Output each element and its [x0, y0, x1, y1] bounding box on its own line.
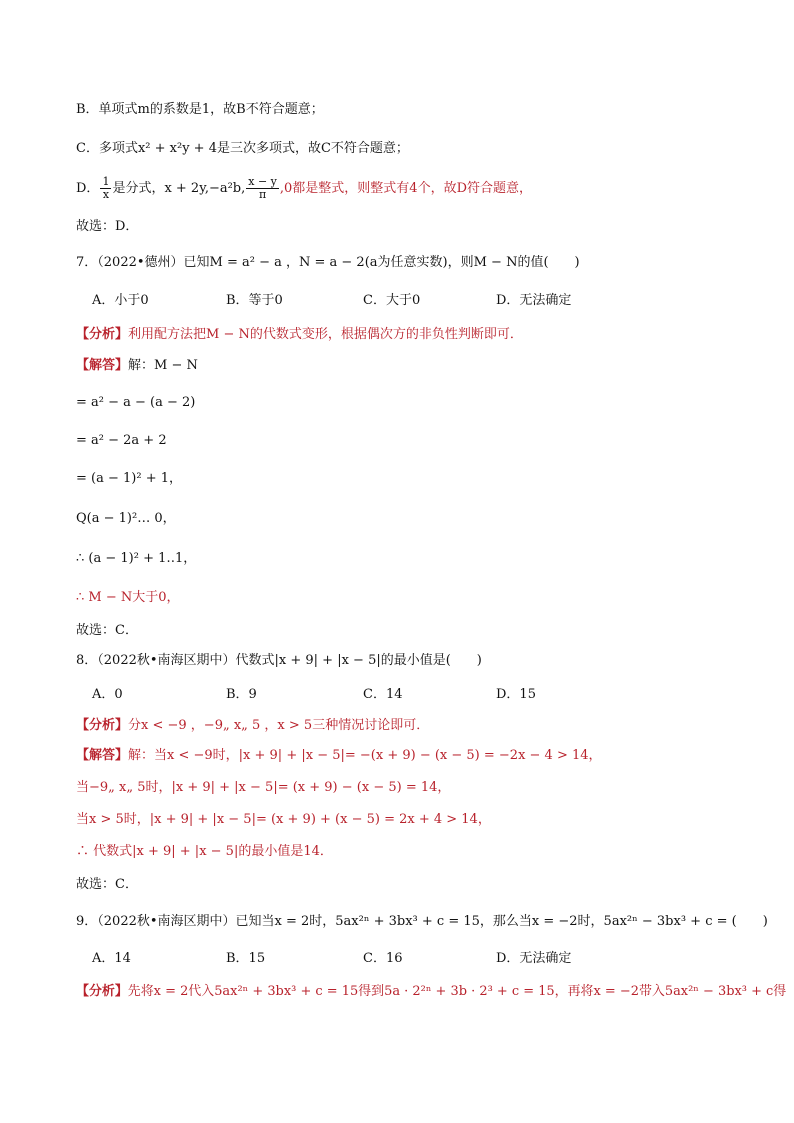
option-a: A．小于0	[92, 293, 149, 308]
option-a: A．0	[92, 687, 123, 702]
option-c: C．大于0	[363, 293, 421, 308]
answer: 故选：C．	[76, 877, 138, 892]
analysis-tag: 【分析】	[76, 984, 128, 999]
text-line: B．单项式m的系数是1，故B不符合题意；	[76, 102, 324, 117]
denominator: x	[102, 188, 110, 201]
option-b: B．15	[226, 951, 266, 966]
text-segment: ,0都是整式，则整式有4个，故D符合题意，	[279, 181, 533, 196]
analysis	[76, 717, 429, 735]
option-a: A．14	[92, 951, 131, 966]
option-d: D．无法确定	[496, 293, 572, 308]
solution-tag: 【解答】	[76, 748, 129, 763]
analysis	[76, 983, 786, 1001]
text-line-d	[76, 176, 532, 201]
question-8: 8．（2022秋•南海区期中）代数式|x + 9| + |x − 5|的最小值是( )	[76, 653, 482, 668]
question-9: 9．（2022秋•南海区期中）已知当x = 2时，5ax²ⁿ + 3bx³ + c = 15，那么当x = −2时，5ax²ⁿ − 3bx³ + c = ( )	[76, 914, 768, 929]
text-line: 故选：D．	[76, 219, 139, 234]
option-c: C．14	[363, 687, 403, 702]
option-b: B．等于0	[226, 293, 283, 308]
solution-text: 解：M − N	[128, 358, 198, 373]
solution-step: Q(a − 1)²… 0，	[76, 511, 176, 526]
solution-step: ∴ (a − 1)² + 1‥1，	[76, 551, 197, 566]
fraction	[100, 176, 111, 201]
answer: 故选：C．	[76, 623, 138, 638]
solution-step: ∴ M − N大于0，	[76, 590, 180, 605]
analysis-text: 分x < −9 ，−9„ x„ 5 ，x > 5三种情况讨论即可．	[128, 718, 430, 733]
numerator: x − y	[248, 175, 277, 188]
solution	[76, 357, 198, 375]
fraction	[246, 176, 279, 201]
text-segment: D．	[76, 181, 100, 196]
solution-step: ∴ 代数式|x + 9| + |x − 5|的最小值是14．	[76, 844, 333, 859]
text-line: C．多项式x² + x²y + 4是三次多项式，故C不符合题意；	[76, 141, 409, 156]
solution-step: = a² − a − (a − 2)	[76, 395, 196, 410]
option-c: C．16	[363, 951, 403, 966]
option-b: B．9	[226, 687, 257, 702]
analysis-text: 利用配方法把M − N的代数式变形，根据偶次方的非负性判断即可．	[128, 327, 523, 342]
question-7: 7．（2022•德州）已知M = a² − a ，N = a − 2(a为任意实数)，则M − N的值( )	[76, 255, 580, 270]
analysis-text: 先将x = 2代入5ax²ⁿ + 3bx³ + c = 15得到5a · 2²ⁿ + 3b · 2³ + c = 15，再将x = −2带入5ax²ⁿ − 3bx³ + c得	[127, 984, 787, 999]
solution-step: 当−9„ x„ 5时，|x + 9| + |x − 5|= (x + 9) − (x − 5) = 14，	[76, 780, 451, 795]
text-segment: 是分式，x + 2y,−a²b,	[112, 181, 246, 196]
analysis-tag: 【分析】	[76, 327, 129, 342]
analysis-tag: 【分析】	[76, 718, 129, 733]
solution-step: 当x > 5时，|x + 9| + |x − 5|= (x + 9) + (x − 5) = 2x + 4 > 14，	[76, 812, 491, 827]
analysis	[76, 326, 523, 344]
solution-step: = (a − 1)² + 1，	[76, 471, 182, 486]
solution	[76, 747, 602, 765]
solution-tag: 【解答】	[76, 358, 129, 373]
solution-text: 解：当x < −9时，|x + 9| + |x − 5|= −(x + 9) − (x − 5) = −2x − 4 > 14，	[128, 748, 602, 763]
solution-step: = a² − 2a + 2	[76, 433, 167, 448]
option-d: D．15	[496, 687, 536, 702]
denominator: π	[258, 188, 267, 201]
option-d: D．无法确定	[496, 951, 572, 966]
numerator: 1	[102, 175, 110, 188]
